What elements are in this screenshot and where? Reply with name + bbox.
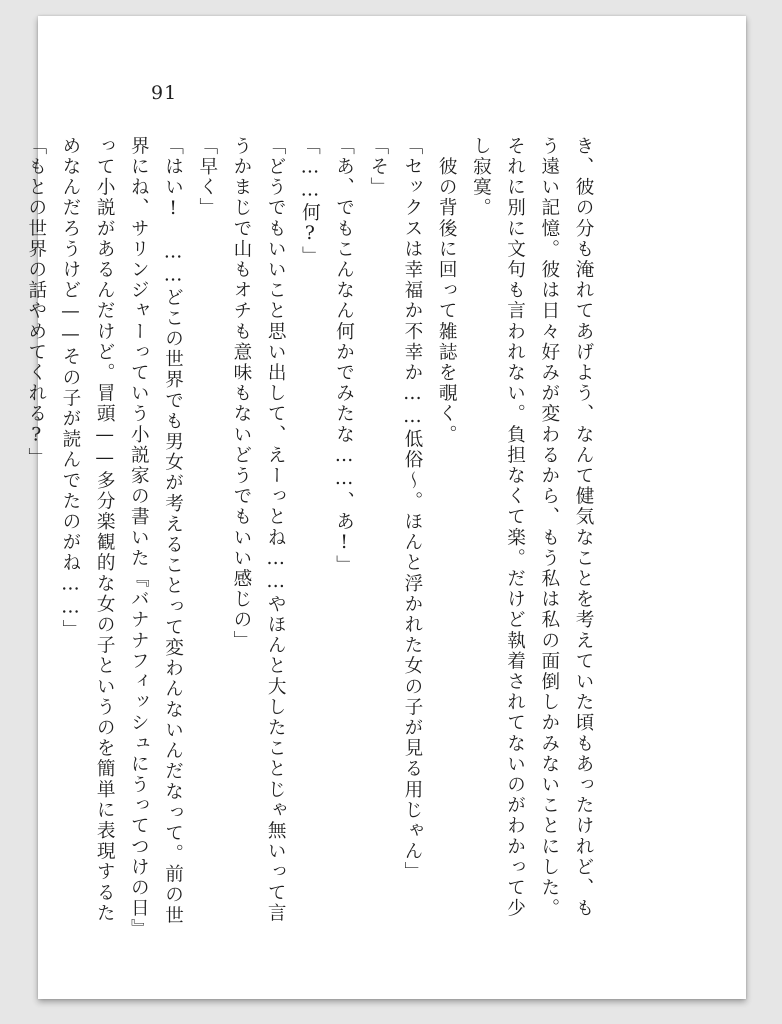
text-line: し寂寞。	[470, 136, 492, 219]
text-line: 彼の背後に回って雑誌を覗く。	[436, 136, 458, 445]
text-line: めなんだろうけど——その子が読んでたのがね……」	[59, 136, 81, 640]
text-line: 「はい! ……どこの世界でも男女が考えることって変わんないんだなって。前の世	[162, 136, 184, 926]
text-line: 「もとの世界の話やめてくれる?」	[25, 136, 47, 468]
book-page	[25, 16, 746, 999]
text-line: それに別に文句も言われない。負担なくて楽。だけど執着されてないのがわかって少	[504, 136, 526, 919]
text-line: う遠い記憶。彼は日々好みが変わるから、もう私は私の面倒しかみないことにした。	[538, 136, 560, 919]
text-line: うかまじで山もオチも意味もないどうでもいい感じの」	[230, 136, 252, 651]
text-line: 界にね、サリンジャーっていう小説家の書いた『バナナフィッシュにうってつけの日』	[128, 136, 150, 940]
text-line: 「早く」	[196, 136, 218, 219]
page-number: 91	[151, 82, 178, 104]
text-line: 「……何?」	[299, 136, 321, 267]
text-line: 「どうでもいいこと思い出して、えーっとね……やほんと大したことじゃ無いって言	[265, 136, 287, 924]
text-line: 「あ、でもこんなん何かでみたな……、あ!」	[333, 136, 355, 576]
vertical-text-body	[19, 136, 600, 941]
text-line: き、彼の分も淹れてあげよう、なんて健気なことを考えていた頃もあったけれど、も	[573, 136, 594, 919]
text-line: 「セックスは幸福か不幸か……低俗〜。ほんと浮かれた女の子が見る用じゃん」	[401, 136, 423, 883]
text-line: って小説があるんだけど。冒頭——多分楽観的な女の子というのを簡単に表現するた	[94, 136, 116, 924]
text-line: 「そ」	[367, 136, 389, 198]
